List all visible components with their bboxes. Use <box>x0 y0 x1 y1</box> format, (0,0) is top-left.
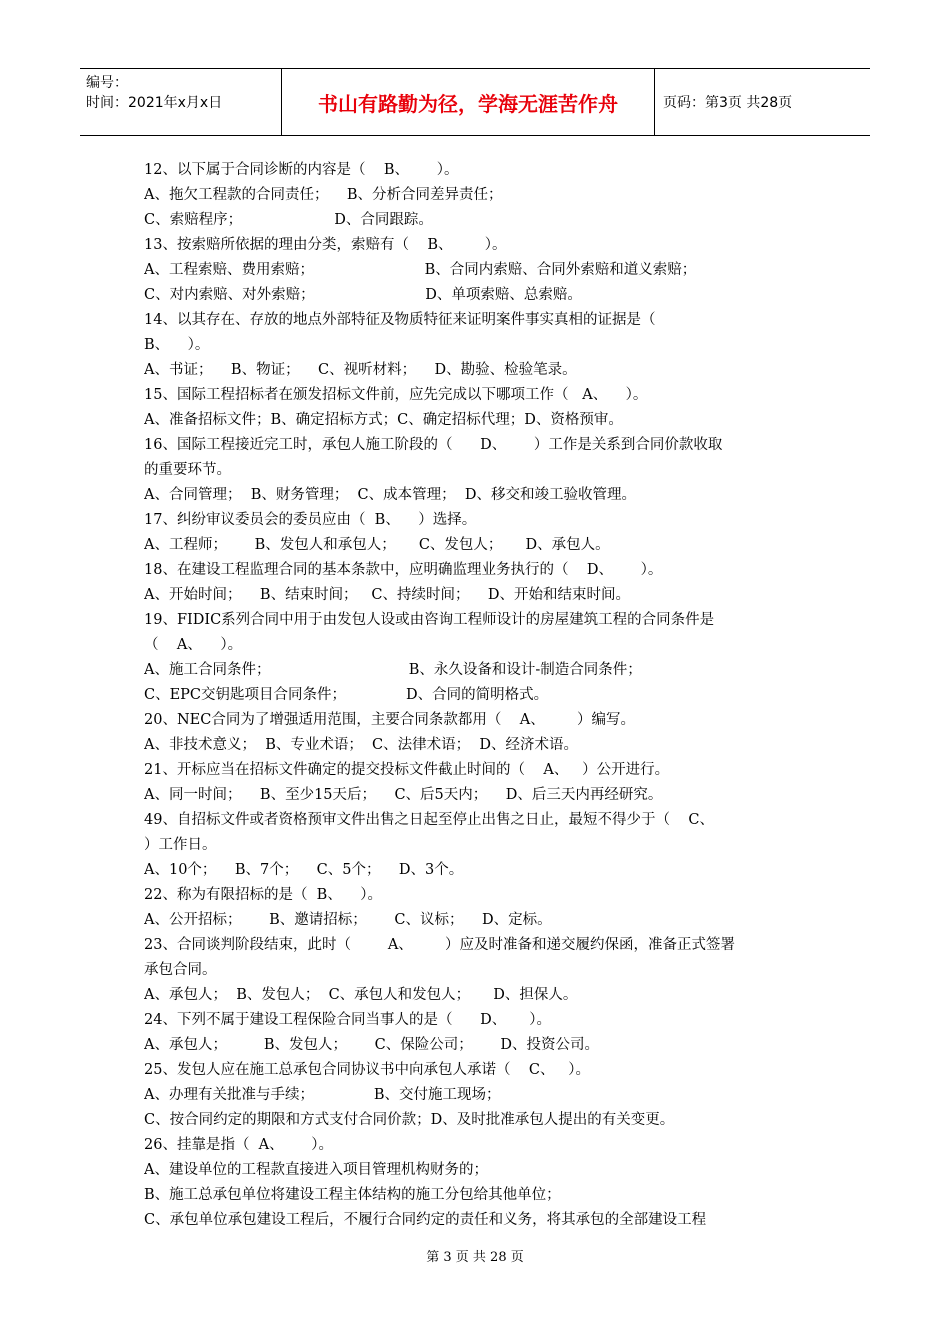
text-line: 13、按索赔所依据的理由分类，索赔有（ B、 ）。 <box>144 237 507 253</box>
text-line: B、施工总承包单位将建设工程主体结构的施工分包给其他单位； <box>144 1187 561 1203</box>
text-line: A、书证； B、物证； C、视听材料； D、勘验、检验笔录。 <box>144 362 577 378</box>
text-line: 14、以其存在、存放的地点外部特征及物质特征来证明案件事实真相的证据是（ <box>144 312 656 328</box>
text-line: 22、称为有限招标的是（ B、 ）。 <box>144 887 383 903</box>
text-line: 21、开标应当在招标文件确定的提交投标文件截止时间的（ A、 ）公开进行。 <box>144 762 670 778</box>
text-line: A、10个； B、7个； C、5个； D、3个。 <box>144 862 464 878</box>
text-line: 20、NEC合同为了增强适用范围，主要合同条款都用（ A、 ）编写。 <box>144 712 635 728</box>
text-line: 26、挂靠是指（ A、 ）。 <box>144 1137 334 1153</box>
page-footer: 第 3 页 共 28 页 <box>426 1250 524 1265</box>
document-body <box>144 158 806 1233</box>
text-line: 19、FIDIC系列合同中用于由发包人设或由咨询工程师设计的房屋建筑工程的合同条件是 <box>144 612 715 628</box>
text-line: A、承包人； B、发包人； C、保险公司； D、投资公司。 <box>144 1037 600 1053</box>
text-line: C、对内索赔、对外索赔； D、单项索赔、总索赔。 <box>144 287 582 303</box>
text-line: ）工作日。 <box>144 837 217 853</box>
text-line: 承包合同。 <box>144 962 217 978</box>
text-line: （ A、 ）。 <box>144 637 243 653</box>
header-meta <box>80 69 282 135</box>
header-motto: 书山有路勤为径，学海无涯苦作舟 <box>282 69 655 135</box>
text-line: A、施工合同条件； B、永久设备和设计-制造合同条件； <box>144 662 642 678</box>
code-label: 编号： <box>86 75 128 91</box>
text-line: A、建设单位的工程款直接进入项目管理机构财务的； <box>144 1162 488 1178</box>
text-line: 24、下列不属于建设工程保险合同当事人的是（ D、 ）。 <box>144 1012 552 1028</box>
page-header <box>80 68 870 136</box>
text-line: A、公开招标； B、邀请招标； C、议标； D、定标。 <box>144 912 552 928</box>
time-label: 时间：2021年x月x日 <box>86 95 223 111</box>
text-line: B、 ）。 <box>144 337 210 353</box>
text-line: 的重要环节。 <box>144 462 231 478</box>
text-line: A、同一时间； B、至少15天后； C、后5天内； D、后三天内再经研究。 <box>144 787 663 803</box>
text-line: 16、国际工程接近完工时，承包人施工阶段的（ D、 ）工作是关系到合同价款收取 <box>144 437 723 453</box>
text-line: C、承包单位承包建设工程后，不履行合同约定的责任和义务，将其承包的全部建设工程 <box>144 1212 707 1228</box>
text-line: 12、以下属于合同诊断的内容是（ B、 ）。 <box>144 162 459 178</box>
text-line: 17、纠纷审议委员会的委员应由（ B、 ）选择。 <box>144 512 477 528</box>
text-line: 49、自招标文件或者资格预审文件出售之日起至停止出售之日止，最短不得少于（ C、 <box>144 812 714 828</box>
text-line: C、索赔程序； D、合同跟踪。 <box>144 212 433 228</box>
text-line: 25、发包人应在施工总承包合同协议书中向承包人承诺（ C、 ）。 <box>144 1062 591 1078</box>
text-line: C、EPC交钥匙项目合同条件； D、合同的简明格式。 <box>144 687 549 703</box>
text-line: A、工程索赔、费用索赔； B、合同内索赔、合同外索赔和道义索赔； <box>144 262 697 278</box>
header-page-info: 页码：第3页 共28页 <box>663 95 793 111</box>
text-line: 15、国际工程招标者在颁发招标文件前，应先完成以下哪项工作（ A、 ）。 <box>144 387 648 403</box>
text-line: A、合同管理； B、财务管理； C、成本管理； D、移交和竣工验收管理。 <box>144 487 636 503</box>
text-line: 18、在建设工程监理合同的基本条款中，应明确监理业务执行的（ D、 ）。 <box>144 562 663 578</box>
text-line: A、拖欠工程款的合同责任； B、分析合同差异责任； <box>144 187 503 203</box>
text-line: A、工程师； B、发包人和承包人； C、发包人； D、承包人。 <box>144 537 610 553</box>
text-line: 23、合同谈判阶段结束，此时（ A、 ）应及时准备和递交履约保函，准备正式签署 <box>144 937 736 953</box>
text-line: A、非技术意义； B、专业术语； C、法律术语； D、经济术语。 <box>144 737 578 753</box>
text-line: C、按合同约定的期限和方式支付合同价款；D、及时批准承包人提出的有关变更。 <box>144 1112 675 1128</box>
text-line: A、开始时间； B、结束时间； C、持续时间； D、开始和结束时间。 <box>144 587 631 603</box>
text-line: A、准备招标文件；B、确定招标方式；C、确定招标代理；D、资格预审。 <box>144 412 623 428</box>
text-line: A、办理有关批准与手续； B、交付施工现场； <box>144 1087 501 1103</box>
text-line: A、承包人； B、发包人； C、承包人和发包人； D、担保人。 <box>144 987 578 1003</box>
